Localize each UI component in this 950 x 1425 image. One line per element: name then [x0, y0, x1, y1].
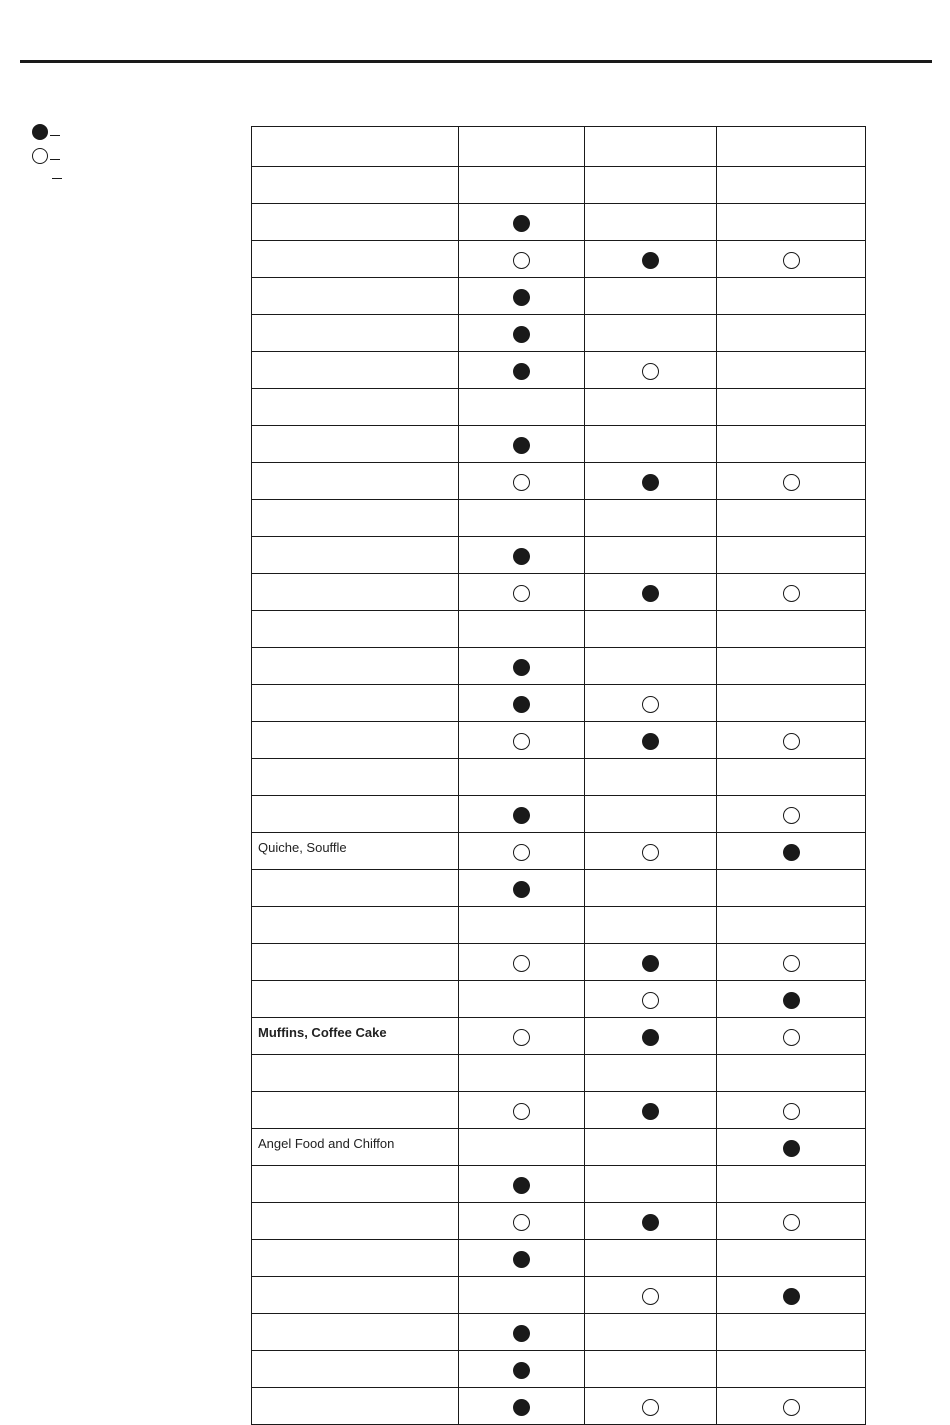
empty-circle-icon: [642, 992, 659, 1009]
rack-cell-3: [717, 1351, 866, 1388]
rack-cell-2: [585, 537, 717, 574]
rack-cell-2: [585, 944, 717, 981]
rack-cell-2: [585, 1203, 717, 1240]
table-row: [252, 315, 866, 352]
rack-cell-2: [585, 1277, 717, 1314]
rack-cell-1: [459, 944, 585, 981]
food-cell: [252, 278, 459, 315]
filled-circle-icon: [783, 844, 800, 861]
food-cell: [252, 1314, 459, 1351]
table-row: [252, 833, 866, 870]
rack-cell-1: [459, 1166, 585, 1203]
rack-cell-1: [459, 870, 585, 907]
food-cell: [252, 1166, 459, 1203]
table-row: [252, 944, 866, 981]
rack-cell-3: [717, 833, 866, 870]
rack-cell-2: [585, 611, 717, 648]
header-rack-1: [459, 127, 585, 167]
rack-cell-3: [717, 796, 866, 833]
rack-cell-2: [585, 759, 717, 796]
food-cell: [252, 1277, 459, 1314]
food-cell: [252, 574, 459, 611]
empty-circle-icon: [783, 585, 800, 602]
rack-cell-2: [585, 1092, 717, 1129]
filled-circle-icon: [642, 1214, 659, 1231]
table-row: [252, 981, 866, 1018]
rack-cell-3: [717, 1314, 866, 1351]
empty-circle-icon: [642, 1288, 659, 1305]
empty-circle-icon: [513, 844, 530, 861]
filled-circle-icon: [513, 548, 530, 565]
filled-circle-icon: [513, 659, 530, 676]
table-row: [252, 1055, 866, 1092]
legend-item-alternate: [32, 148, 63, 164]
filled-circle-icon: [513, 437, 530, 454]
rack-cell-1: [459, 685, 585, 722]
filled-circle-icon: [513, 326, 530, 343]
empty-circle-icon: [783, 1399, 800, 1416]
rack-cell-1: [459, 1240, 585, 1277]
legend-dash: [52, 178, 62, 179]
rack-cell-1: [459, 1277, 585, 1314]
filled-circle-icon: [783, 1140, 800, 1157]
filled-circle-icon: [513, 363, 530, 380]
food-cell: [252, 870, 459, 907]
food-cell: [252, 463, 459, 500]
rack-cell-2: [585, 722, 717, 759]
table-row: [252, 1240, 866, 1277]
empty-circle-icon: [513, 1214, 530, 1231]
rack-cell-1: [459, 1203, 585, 1240]
filled-circle-icon: [513, 215, 530, 232]
table-row: [252, 167, 866, 204]
table-row: [252, 537, 866, 574]
rack-cell-2: [585, 1166, 717, 1203]
rack-cell-3: [717, 204, 866, 241]
empty-circle-icon: [783, 733, 800, 750]
filled-circle-icon: [513, 696, 530, 713]
rack-cell-3: [717, 500, 866, 537]
filled-circle-icon: [513, 1251, 530, 1268]
food-cell: [252, 1388, 459, 1425]
filled-circle-icon: [513, 1325, 530, 1342]
empty-circle-icon: [513, 1029, 530, 1046]
empty-circle-icon: [513, 474, 530, 491]
food-cell: [252, 907, 459, 944]
rack-cell-1: [459, 352, 585, 389]
rack-cell-1: [459, 1018, 585, 1055]
table-row: [252, 204, 866, 241]
rack-cell-2: [585, 315, 717, 352]
empty-circle-icon: [513, 955, 530, 972]
food-cell: [252, 1203, 459, 1240]
rack-cell-3: [717, 611, 866, 648]
food-cell: [252, 1055, 459, 1092]
food-cell: [252, 611, 459, 648]
rack-cell-3: [717, 1166, 866, 1203]
rack-cell-3: [717, 389, 866, 426]
table-row: [252, 1203, 866, 1240]
empty-circle-icon: [783, 1103, 800, 1120]
rack-cell-2: [585, 685, 717, 722]
food-cell: [252, 1092, 459, 1129]
empty-circle-icon: [783, 474, 800, 491]
rack-cell-1: [459, 907, 585, 944]
table-row: [252, 1129, 866, 1166]
rack-cell-2: [585, 204, 717, 241]
filled-circle-icon: [783, 1288, 800, 1305]
rack-cell-3: [717, 648, 866, 685]
rack-cell-3: [717, 944, 866, 981]
rack-cell-3: [717, 1203, 866, 1240]
table-body: [252, 167, 866, 1425]
rack-cell-1: [459, 537, 585, 574]
table-row: [252, 1018, 866, 1055]
table-row: [252, 241, 866, 278]
table-row: [252, 1166, 866, 1203]
rack-cell-2: [585, 870, 717, 907]
rack-cell-1: [459, 611, 585, 648]
rack-cell-1: [459, 167, 585, 204]
rack-cell-3: [717, 759, 866, 796]
filled-circle-icon: [513, 807, 530, 824]
food-cell: [252, 796, 459, 833]
empty-circle-icon: [642, 363, 659, 380]
rack-cell-1: [459, 981, 585, 1018]
food-cell: [252, 167, 459, 204]
rack-cell-3: [717, 463, 866, 500]
header-rack-3: [717, 127, 866, 167]
rack-cell-1: [459, 1314, 585, 1351]
rack-cell-2: [585, 463, 717, 500]
rack-cell-1: [459, 463, 585, 500]
filled-circle-icon: [513, 1362, 530, 1379]
food-cell: [252, 315, 459, 352]
food-cell: [252, 759, 459, 796]
empty-circle-icon: [783, 955, 800, 972]
rack-cell-1: [459, 500, 585, 537]
table-row: [252, 352, 866, 389]
rack-cell-1: [459, 1055, 585, 1092]
table-row: [252, 796, 866, 833]
rack-cell-3: [717, 870, 866, 907]
rack-cell-3: [717, 537, 866, 574]
table-row: [252, 463, 866, 500]
filled-circle-icon: [642, 474, 659, 491]
rack-cell-3: [717, 1277, 866, 1314]
rack-cell-2: [585, 981, 717, 1018]
food-cell: [252, 648, 459, 685]
food-cell: [252, 944, 459, 981]
empty-circle-icon: [642, 1399, 659, 1416]
legend-item-recommended: [32, 124, 63, 140]
table-row: [252, 907, 866, 944]
rack-cell-1: [459, 833, 585, 870]
legend-dash: [50, 159, 60, 160]
rack-cell-1: [459, 204, 585, 241]
food-cell: [252, 204, 459, 241]
table-row: [252, 648, 866, 685]
rack-cell-2: [585, 241, 717, 278]
food-cell: Muffins, Coffee Cake: [252, 1018, 459, 1055]
food-cell: [252, 1351, 459, 1388]
rack-cell-1: [459, 1092, 585, 1129]
rack-cell-1: [459, 241, 585, 278]
empty-circle-icon: [783, 807, 800, 824]
legend-item-other: [50, 172, 65, 179]
empty-circle-icon: [783, 1029, 800, 1046]
food-cell: Quiche, Souffle: [252, 833, 459, 870]
table-row: [252, 389, 866, 426]
food-cell: [252, 389, 459, 426]
food-cell: [252, 352, 459, 389]
table-header-row: [252, 127, 866, 167]
header-rule: [20, 60, 932, 63]
rack-cell-3: [717, 278, 866, 315]
table-row: [252, 1092, 866, 1129]
food-cell: Angel Food and Chiffon: [252, 1129, 459, 1166]
filled-circle-icon: [642, 1103, 659, 1120]
table-row: [252, 759, 866, 796]
empty-circle-icon: [513, 585, 530, 602]
food-cell: [252, 500, 459, 537]
rack-cell-2: [585, 352, 717, 389]
rack-cell-1: [459, 315, 585, 352]
rack-cell-2: [585, 1388, 717, 1425]
rack-cell-2: [585, 1129, 717, 1166]
table-row: [252, 1314, 866, 1351]
rack-cell-1: [459, 1388, 585, 1425]
table-row: [252, 574, 866, 611]
rack-position-table: [251, 126, 866, 1425]
rack-cell-3: [717, 574, 866, 611]
food-cell: [252, 981, 459, 1018]
rack-cell-3: [717, 685, 866, 722]
rack-cell-2: [585, 1240, 717, 1277]
empty-circle-icon: [642, 844, 659, 861]
rack-cell-3: [717, 1388, 866, 1425]
rack-cell-3: [717, 315, 866, 352]
table-row: [252, 1351, 866, 1388]
filled-circle-icon: [642, 585, 659, 602]
rack-cell-2: [585, 796, 717, 833]
rack-cell-2: [585, 1314, 717, 1351]
filled-circle-icon: [783, 992, 800, 1009]
filled-circle-icon: [513, 289, 530, 306]
rack-cell-3: [717, 352, 866, 389]
filled-circle-icon: [513, 1399, 530, 1416]
empty-circle-icon: [513, 733, 530, 750]
rack-cell-3: [717, 1240, 866, 1277]
rack-cell-2: [585, 1055, 717, 1092]
table-row: [252, 1277, 866, 1314]
rack-cell-1: [459, 759, 585, 796]
filled-circle-icon: [642, 955, 659, 972]
filled-circle-icon: [642, 1029, 659, 1046]
table-row: [252, 1388, 866, 1425]
rack-cell-2: [585, 1351, 717, 1388]
rack-cell-1: [459, 278, 585, 315]
rack-cell-3: [717, 1055, 866, 1092]
rack-cell-2: [585, 167, 717, 204]
header-rack-2: [585, 127, 717, 167]
food-cell: [252, 537, 459, 574]
rack-cell-1: [459, 722, 585, 759]
rack-cell-1: [459, 1351, 585, 1388]
rack-cell-3: [717, 1092, 866, 1129]
food-cell: [252, 1240, 459, 1277]
table-row: [252, 870, 866, 907]
table-row: [252, 426, 866, 463]
empty-circle-icon: [513, 252, 530, 269]
rack-cell-2: [585, 389, 717, 426]
empty-circle-icon: [642, 696, 659, 713]
rack-cell-3: [717, 1018, 866, 1055]
food-cell: [252, 685, 459, 722]
rack-cell-3: [717, 426, 866, 463]
header-food: [252, 127, 459, 167]
legend-dash: [50, 135, 60, 136]
filled-circle-icon: [513, 1177, 530, 1194]
rack-cell-2: [585, 907, 717, 944]
filled-circle-icon: [513, 881, 530, 898]
rack-cell-2: [585, 648, 717, 685]
table-row: [252, 278, 866, 315]
rack-cell-3: [717, 722, 866, 759]
rack-cell-1: [459, 648, 585, 685]
food-cell: [252, 241, 459, 278]
rack-cell-1: [459, 389, 585, 426]
rack-cell-3: [717, 981, 866, 1018]
rack-cell-1: [459, 426, 585, 463]
rack-cell-1: [459, 796, 585, 833]
filled-circle-icon: [642, 252, 659, 269]
rack-cell-3: [717, 1129, 866, 1166]
filled-circle-icon: [642, 733, 659, 750]
filled-circle-icon: [32, 124, 48, 140]
rack-cell-2: [585, 278, 717, 315]
empty-circle-icon: [513, 1103, 530, 1120]
food-cell: [252, 426, 459, 463]
food-cell: [252, 722, 459, 759]
rack-cell-2: [585, 833, 717, 870]
rack-cell-1: [459, 574, 585, 611]
table-row: [252, 611, 866, 648]
rack-cell-3: [717, 167, 866, 204]
rack-cell-2: [585, 1018, 717, 1055]
rack-cell-3: [717, 907, 866, 944]
rack-cell-1: [459, 1129, 585, 1166]
rack-cell-2: [585, 500, 717, 537]
empty-circle-icon: [783, 1214, 800, 1231]
table-row: [252, 685, 866, 722]
rack-cell-3: [717, 241, 866, 278]
rack-cell-2: [585, 574, 717, 611]
empty-circle-icon: [783, 252, 800, 269]
table-row: [252, 500, 866, 537]
rack-cell-2: [585, 426, 717, 463]
table-row: [252, 722, 866, 759]
empty-circle-icon: [32, 148, 48, 164]
